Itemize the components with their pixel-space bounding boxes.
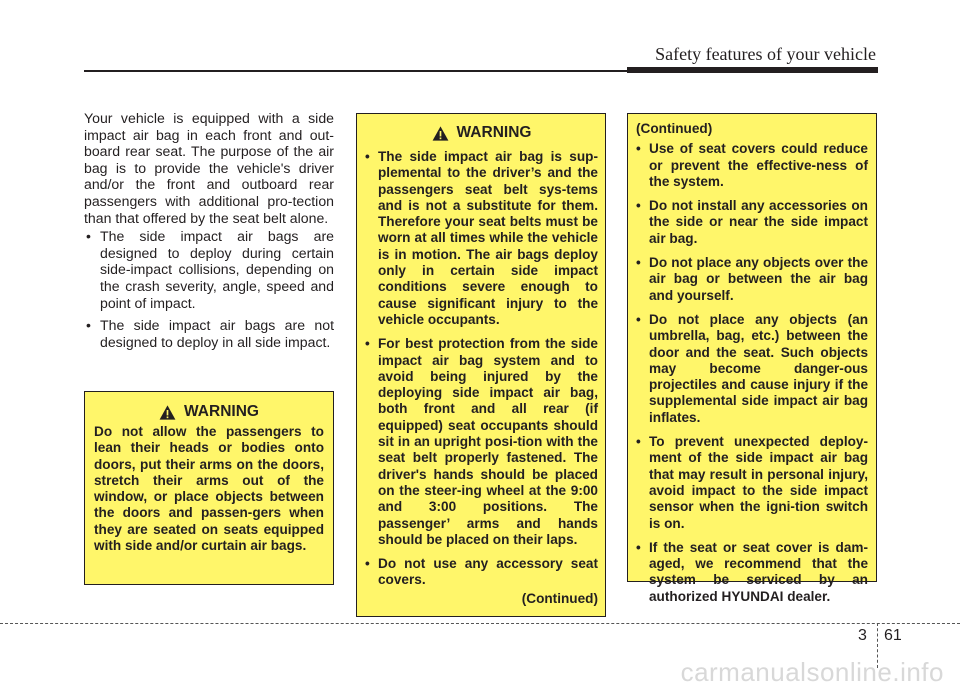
warning-list bbox=[636, 141, 868, 605]
warning-box-passengers bbox=[84, 391, 334, 585]
section-title: Safety features of your vehicle bbox=[655, 44, 876, 64]
warning-bullet: • Use of seat covers could reduce or prevent the effective-ness of the system. bbox=[636, 141, 868, 190]
warning-bullet: • Do not install any accessories on the side or near the side impact air bag. bbox=[636, 198, 868, 247]
intro-paragraph: Your vehicle is equipped with a side impact air bag in each front and out-board rear seat. The purpose of the air bag is to provide the vehicle's driver and/or the front and outboard rear passengers with additional pro-tection than that offered by the seat belt alone. bbox=[84, 110, 334, 226]
watermark: carmanualsonline.info bbox=[680, 657, 944, 687]
warning-triangle-icon bbox=[159, 405, 176, 420]
warning-bullet: • To prevent unexpected deploy-ment of the side impact air bag that may result in personal injury, avoid impact to the side impact sensor when the igni-tion switch is on. bbox=[636, 434, 868, 532]
warning-list bbox=[365, 149, 598, 589]
warning-bullet: • Do not use any accessory seat covers. bbox=[365, 556, 598, 589]
intro-bullet: • The side impact air bags are not designed to deploy in all side impact. bbox=[84, 317, 334, 350]
footer-rule bbox=[0, 623, 960, 624]
warning-heading-text: WARNING bbox=[456, 124, 532, 141]
header-rule bbox=[84, 70, 629, 72]
chapter-number: 3 bbox=[858, 627, 867, 644]
warning-triangle-icon bbox=[432, 126, 449, 141]
warning-bullet: • Do not place any objects (an umbrella, bag, etc.) between the door and the seat. Such objects may become danger-ous projectiles and cause injury if the supplemental side impact air bag inflates. bbox=[636, 312, 868, 426]
warning-box-continued bbox=[627, 113, 877, 604]
warning-bullet: • If the seat or seat cover is dam-aged, we recommend that the system be serviced by an authorized HYUNDAI dealer. bbox=[636, 540, 868, 605]
warning-heading bbox=[94, 402, 324, 422]
warning-heading bbox=[365, 123, 598, 143]
intro-column bbox=[84, 110, 334, 356]
continued-label: (Continued) bbox=[521, 590, 598, 606]
header-rule-accent bbox=[627, 67, 878, 73]
warning-heading-text: WARNING bbox=[184, 403, 259, 420]
continued-label: (Continued) bbox=[636, 121, 713, 136]
page-number: 61 bbox=[884, 627, 902, 644]
warning-bullet: • The side impact air bag is sup-plemental to the driver’s and the passengers seat belt sys-tems and is not a substitute for them. Therefore your seat belts must be worn at all times while the vehicle is in motion. The air bags deploy only in certain side impact conditions severe enough to cause significant injury to the vehicle occupants. bbox=[365, 149, 598, 328]
intro-bullet: • The side impact air bags are designed to deploy during certain side-impact collisions, depending on the crash severity, angle, speed and point of impact. bbox=[84, 228, 334, 311]
warning-box-side-airbag bbox=[356, 113, 606, 617]
warning-bullet: • Do not place any objects over the air bag or between the air bag and yourself. bbox=[636, 255, 868, 304]
warning-bullet: • For best protection from the side impact air bag system and to avoid being injured by the deploying side impact air bag, both front and all rear (if equipped) seat occupants should sit in an upright posi-tion with the seat belt properly fastened. The driver's hands should be placed on the steer-ing wheel at the 9:00 and 3:00 positions. The passenger’ arms and hands should be placed on their laps. bbox=[365, 336, 598, 548]
intro-list bbox=[84, 228, 334, 350]
warning-text: Do not allow the passengers to lean their heads or bodies onto doors, put their arms on the doors, stretch their arms out of the window, or place objects between the doors and passen-gers when they are seated on seats equipped with side and/or curtain air bags. bbox=[94, 424, 324, 554]
